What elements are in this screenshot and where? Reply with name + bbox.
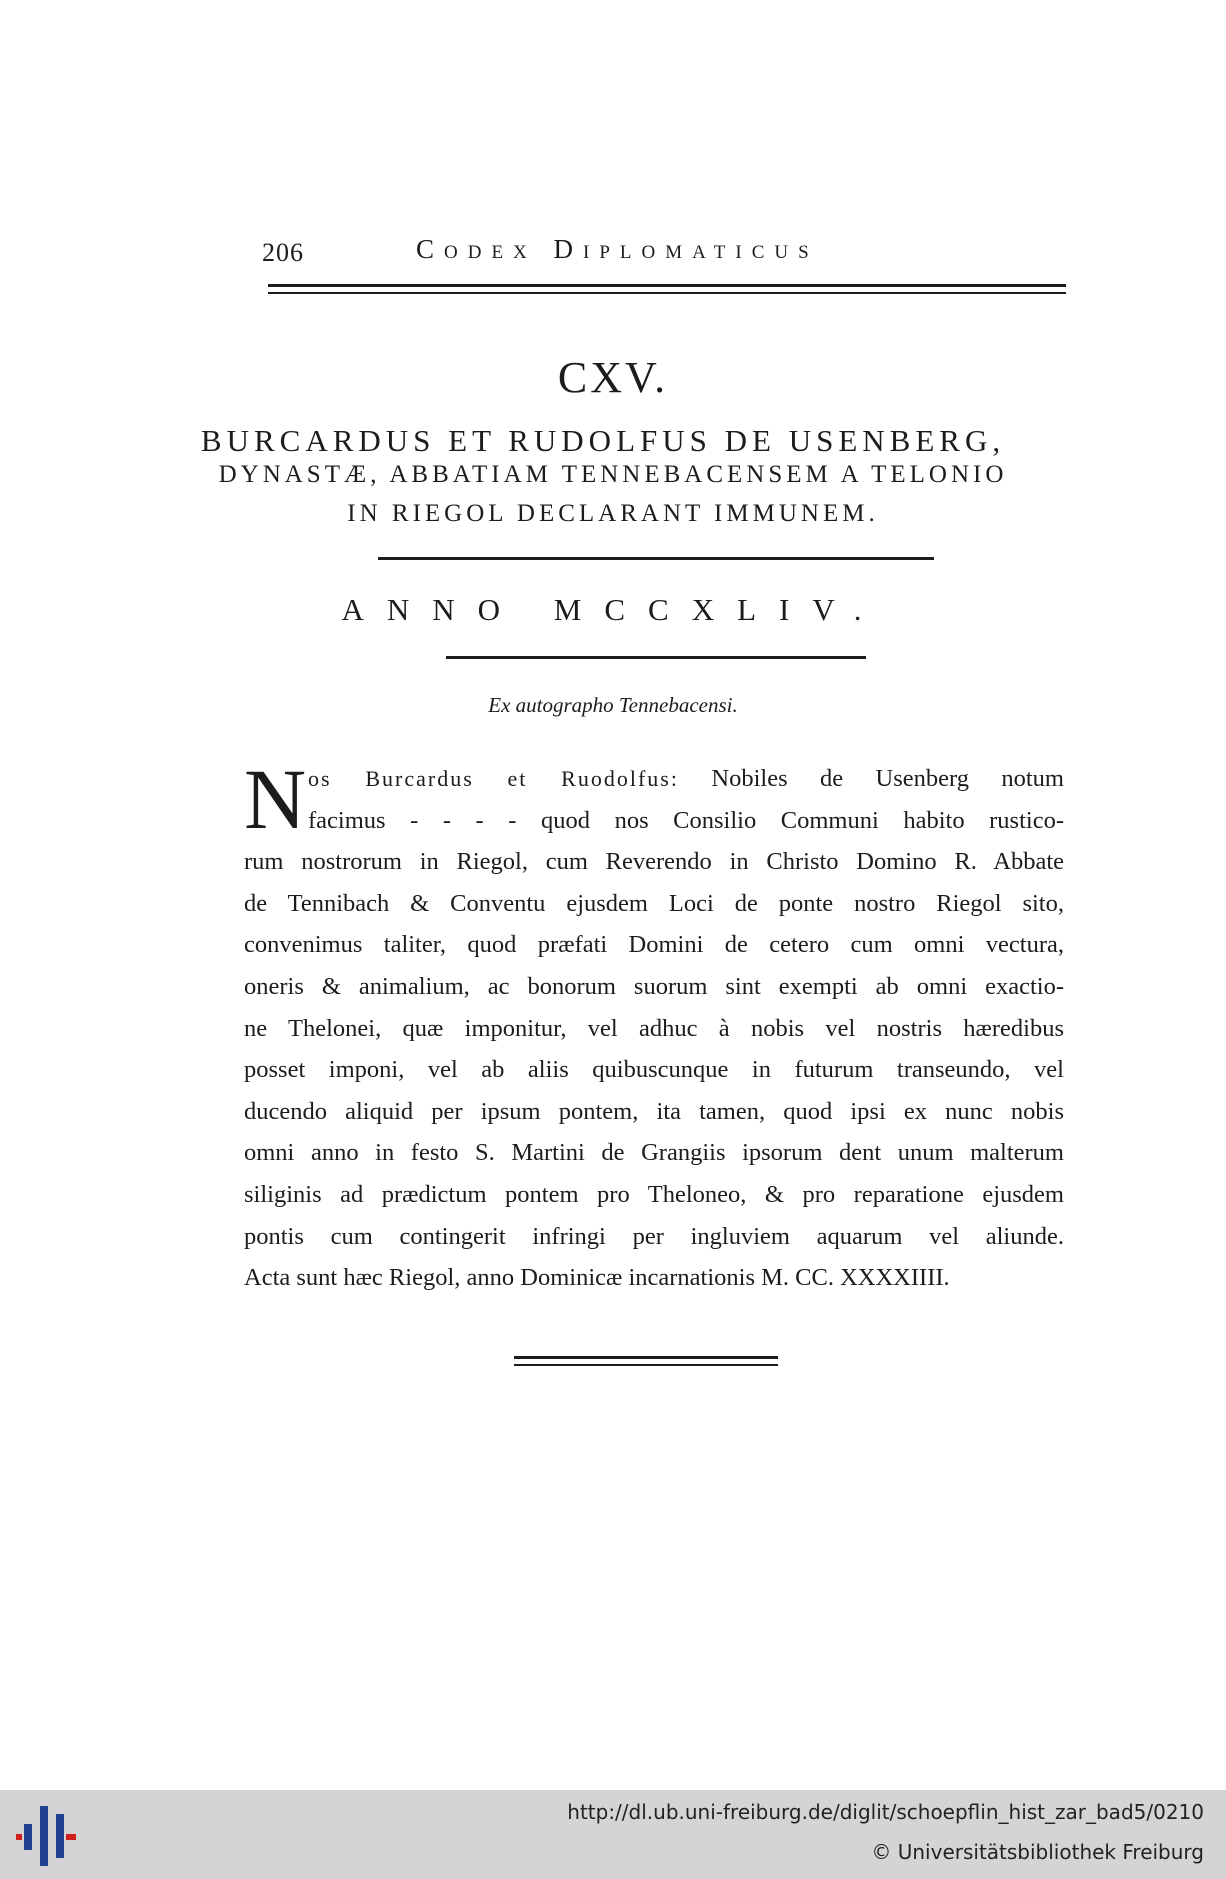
closing-rule — [514, 1364, 778, 1366]
body-line: rum nostrorum in Riegol, cum Reverendo in Christo Domino R. Abbate — [244, 848, 1064, 876]
copyright-notice: © Universitätsbibliothek Freiburg — [871, 1840, 1204, 1864]
heading-line: DYNASTÆ, ABBATIAM TENNEBACENSEM A TELONIO — [218, 461, 1008, 488]
drop-cap: N — [244, 751, 307, 847]
divider-rule — [378, 557, 934, 560]
body-line: oneris & animalium, ac bonorum suorum sint exempti ab omni exactio- — [244, 972, 1064, 1000]
body-line: de Tennibach & Conventu ejusdem Loci de ponte nostro Riegol sito, — [244, 889, 1064, 917]
closing-rule — [514, 1356, 778, 1359]
body-line: siliginis ad prædictum pontem pro Theloneo, & pro reparatione ejusdem — [244, 1180, 1064, 1208]
viewer-footer — [0, 1790, 1226, 1879]
page-url-link[interactable]: http://dl.ub.uni-freiburg.de/diglit/schoepflin_hist_zar_bad5/0210 — [567, 1800, 1204, 1824]
header-rule — [268, 292, 1066, 294]
body-line: facimus - - - - quod nos Consilio Communi habito rustico- — [308, 806, 1064, 834]
page-number: 206 — [262, 238, 304, 267]
heading-line: IN RIEGOL DECLARANT IMMUNEM. — [347, 500, 879, 527]
ub-freiburg-logo-icon[interactable] — [16, 1804, 76, 1868]
intro-caps: os Burcardus et Ruodolfus: — [308, 766, 679, 791]
running-title: Codex Diplomaticus — [416, 234, 819, 264]
heading-line: BURCARDUS ET RUDOLFUS DE USENBERG, — [200, 423, 1006, 458]
body-line: Acta sunt hæc Riegol, anno Dominicæ incarnationis M. CC. XXXXIIII. — [244, 1264, 950, 1292]
source-note: Ex autographo Tennebacensi. — [488, 693, 738, 717]
body-line: omni anno in festo S. Martini de Grangiis ipsorum dent unum malterum — [244, 1139, 1064, 1167]
document-number: CXV. — [557, 353, 669, 402]
year-line: ANNO MCCXLIV. — [341, 592, 885, 627]
body-line: ne Thelonei, quæ imponitur, vel adhuc à nobis vel nostris hæredibus — [244, 1014, 1064, 1042]
running-head — [262, 234, 1068, 274]
body-line-text: Nobiles de Usenberg notum — [711, 765, 1064, 792]
document-body — [244, 751, 1064, 1299]
body-line: pontis cum contingerit infringi per ingluviem aquarum vel aliunde. — [244, 1222, 1064, 1250]
body-line: posset imponi, vel ab aliis quibuscunque in futurum transeundo, vel — [244, 1056, 1064, 1084]
body-line: convenimus taliter, quod præfati Domini de cetero cum omni vectura, — [244, 931, 1064, 959]
divider-rule — [446, 656, 866, 659]
header-rule — [268, 284, 1066, 287]
body-line — [244, 758, 1064, 800]
body-line: ducendo aliquid per ipsum pontem, ita tamen, quod ipsi ex nunc nobis — [244, 1097, 1064, 1125]
